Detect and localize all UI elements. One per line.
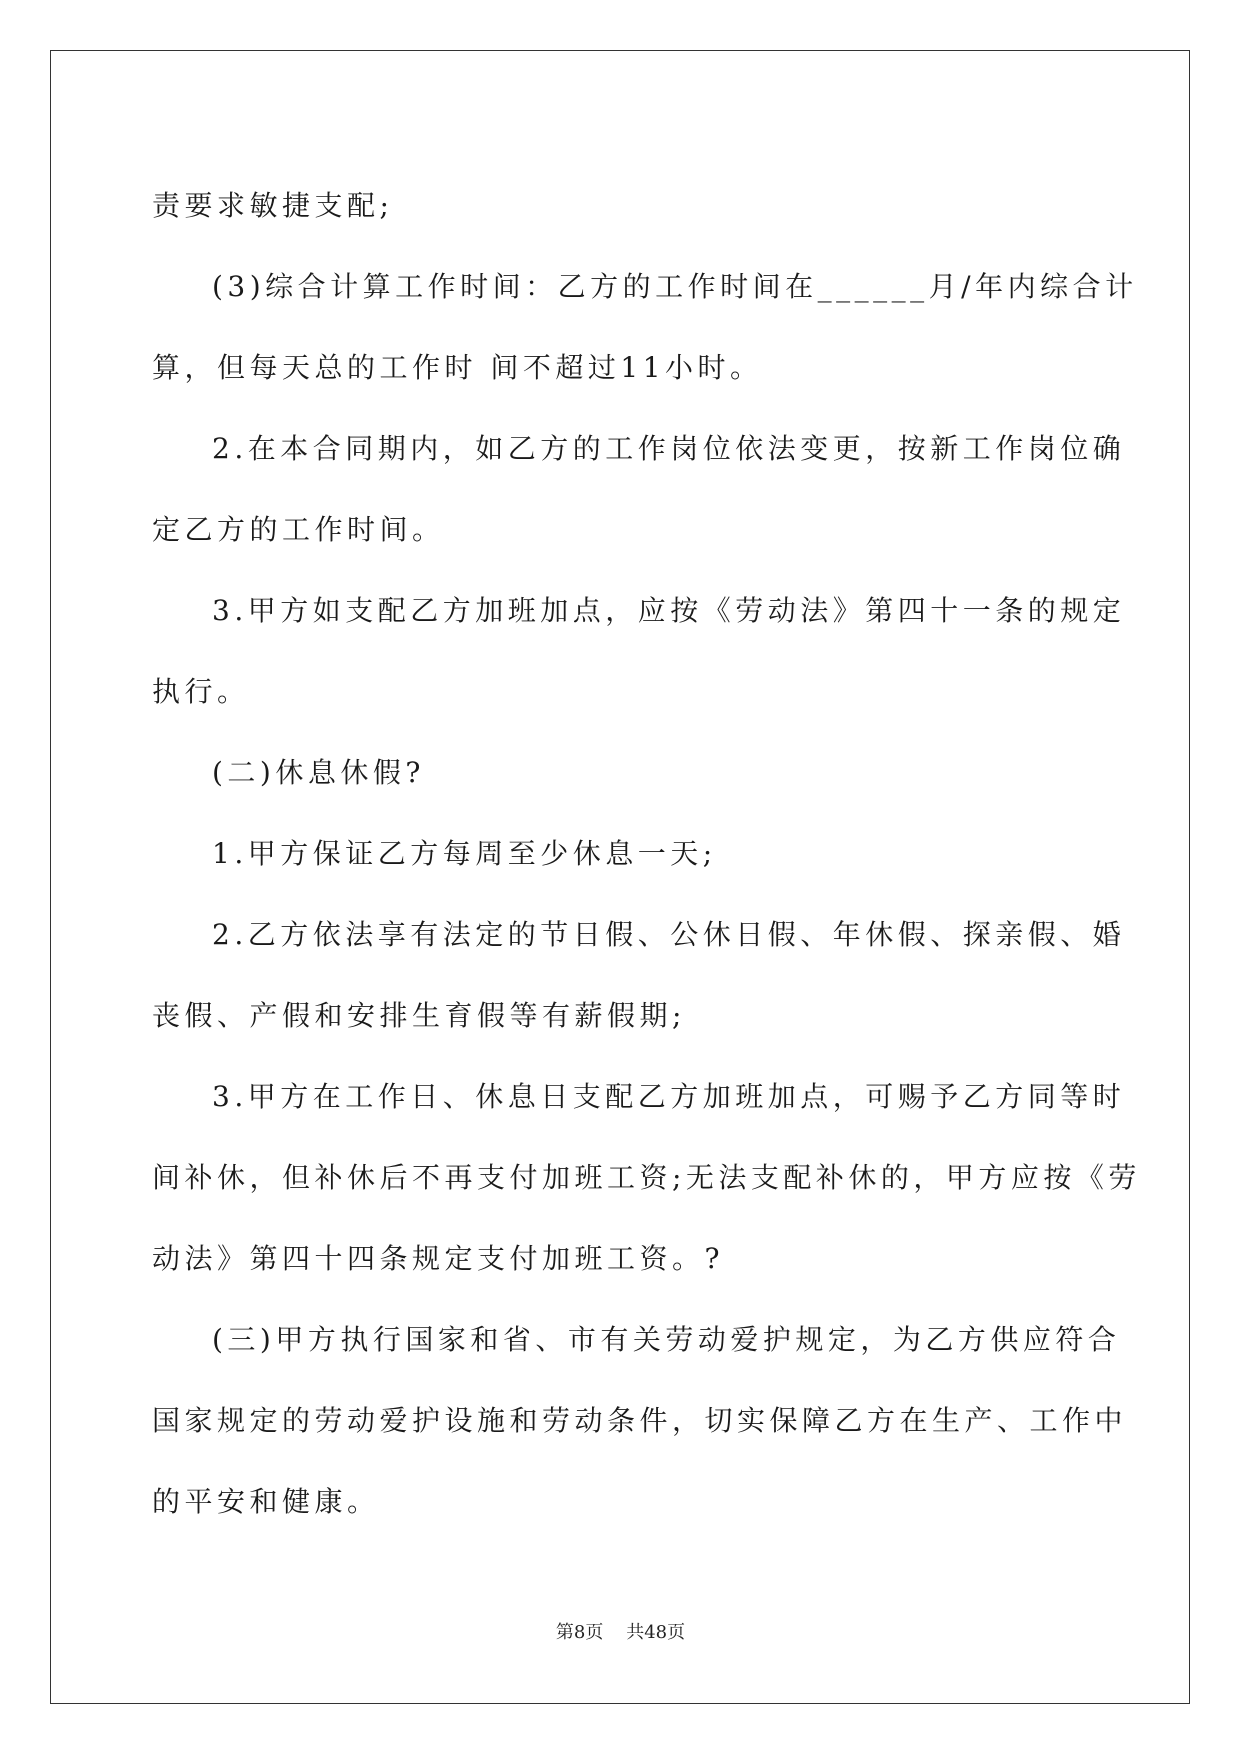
text-line: 的平安和健康。 [152, 1485, 380, 1518]
paragraph [152, 1056, 1141, 1299]
document-body [152, 165, 1141, 1542]
text-line: 3.甲方在工作日、休息日支配乙方加班加点，可赐予乙方同等时 [212, 1080, 1126, 1113]
text-line: 2.乙方依法享有法定的节日假、公休日假、年休假、探亲假、婚 [212, 918, 1126, 951]
paragraph [152, 408, 1126, 570]
text-line: 责要求敏捷支配; [152, 189, 394, 222]
paragraph [152, 1299, 1128, 1542]
paragraph [152, 813, 1092, 894]
text-line: 国家规定的劳动爱护设施和劳动条件，切实保障乙方在生产、工作中 [152, 1404, 1128, 1437]
text-line: (3)综合计算工作时间：乙方的工作时间在______月/年内综合计 [212, 270, 1138, 303]
text-line: (二)休息休假? [212, 756, 425, 789]
text-line: 1.甲方保证乙方每周至少休息一天; [212, 837, 717, 870]
paragraph [152, 894, 1126, 1056]
text-line: 2.在本合同期内，如乙方的工作岗位依法变更，按新工作岗位确 [212, 432, 1126, 465]
text-line: 算，但每天总的工作时 间不超过11小时。 [152, 351, 763, 384]
text-line: (三)甲方执行国家和省、市有关劳动爱护规定，为乙方供应符合 [212, 1323, 1121, 1356]
text-line: 定乙方的工作时间。 [152, 513, 445, 546]
paragraph [152, 732, 1092, 813]
paragraph [152, 246, 1138, 408]
text-line: 动法》第四十四条规定支付加班工资。? [152, 1242, 725, 1275]
text-line: 丧假、产假和安排生育假等有薪假期; [152, 999, 686, 1032]
text-line: 3.甲方如支配乙方加班加点，应按《劳动法》第四十一条的规定 [212, 594, 1126, 627]
text-line: 执行。 [152, 675, 250, 708]
text-line: 间补休，但补休后不再支付加班工资;无法支配补休的，甲方应按《劳 [152, 1161, 1141, 1194]
paragraph [152, 570, 1126, 732]
paragraph [152, 165, 1092, 246]
page-number-footer: 第8页 共48页 [555, 1622, 686, 1643]
